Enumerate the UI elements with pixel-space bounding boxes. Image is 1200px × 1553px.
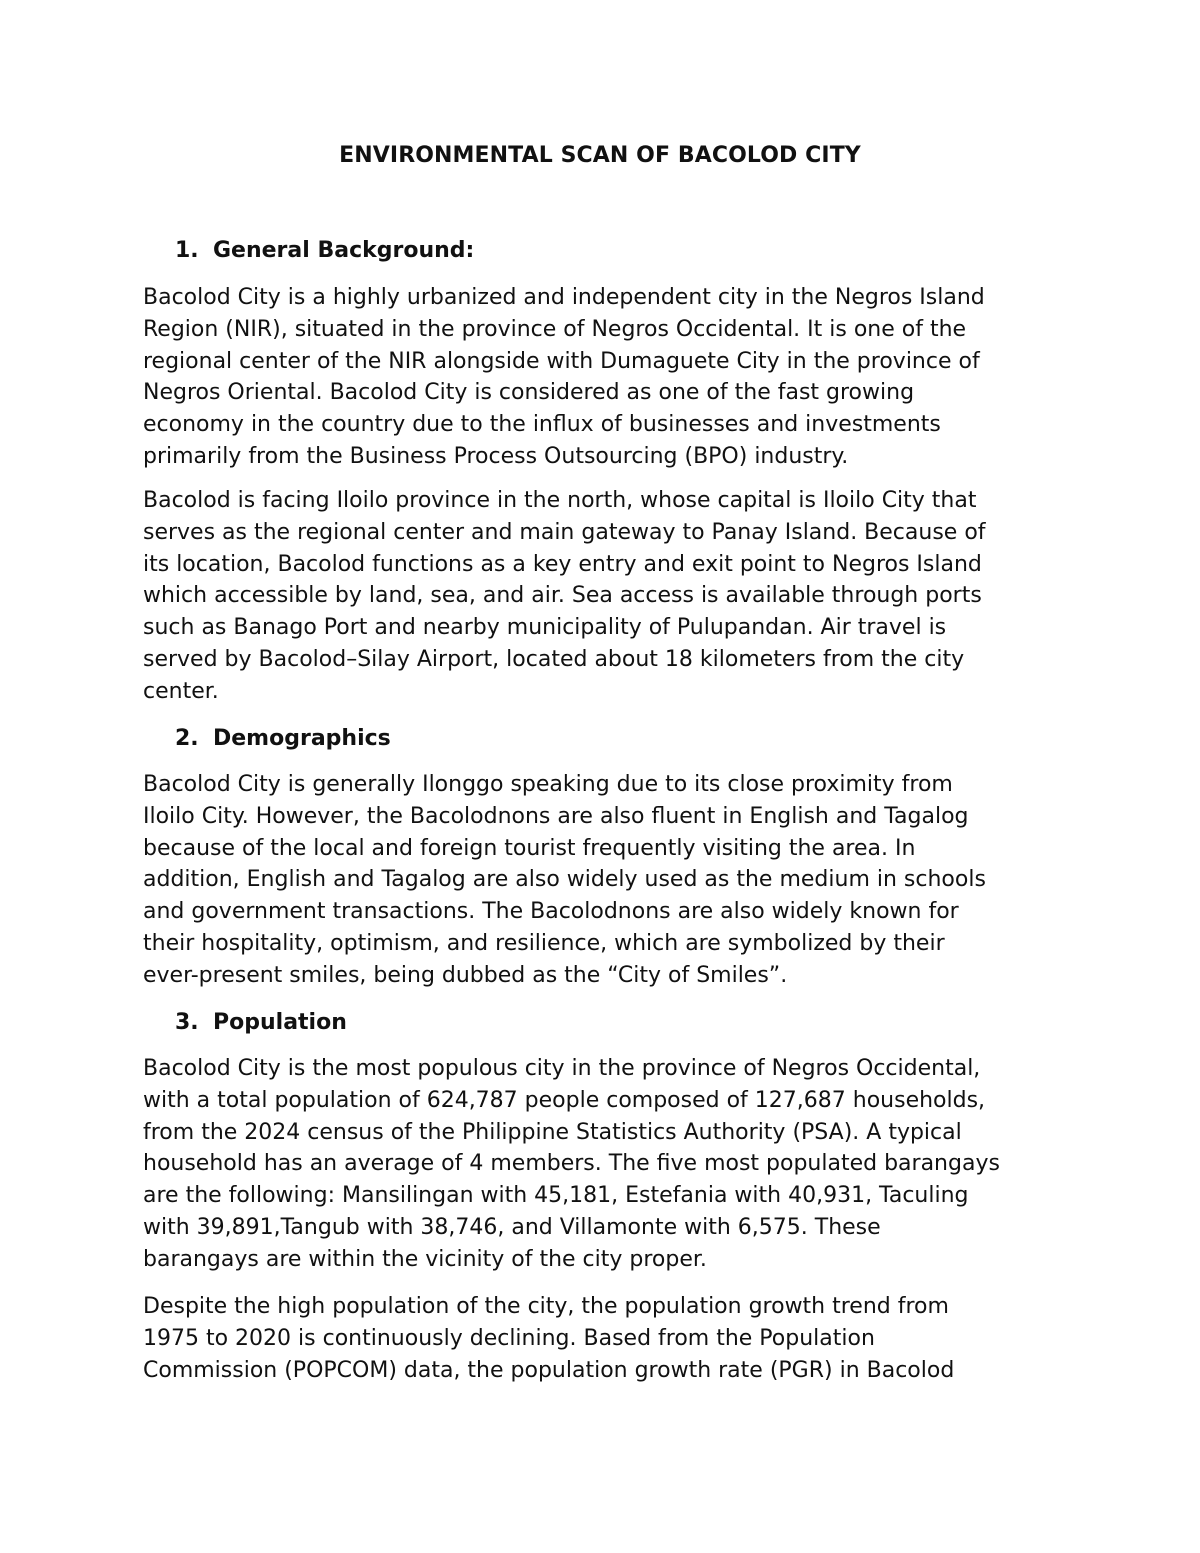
text-line: Bacolod City is a highly urbanized and independent city in the Negros Island	[143, 285, 985, 310]
text-line: economy in the country due to the influx of businesses and investments	[143, 412, 941, 438]
text-line: barangays are within the vicinity of the city proper.	[143, 1246, 707, 1272]
text-line: regional center of the NIR alongside with Dumaguete City in the province of	[143, 348, 980, 374]
section-heading-general-background	[175, 235, 474, 267]
text-line: Bacolod City is generally Ilonggo speaking due to its close proximity from	[143, 772, 953, 797]
text-line: center.	[143, 678, 219, 704]
text-line: its location, Bacolod functions as a key entry and exit point to Negros Island	[143, 551, 982, 577]
text-line: Commission (POPCOM) data, the population growth rate (PGR) in Bacolod	[143, 1357, 955, 1383]
text-line: which accessible by land, sea, and air. Sea access is available through ports	[143, 583, 982, 609]
text-line: and government transactions. The Bacolodnons are also widely known for	[143, 899, 959, 925]
section-heading-text: Demographics	[213, 726, 391, 751]
section-heading-population	[175, 1007, 347, 1039]
text-line: Negros Oriental. Bacolod City is considered as one of the fast growing	[143, 380, 915, 406]
text-line: Region (NIR), situated in the province of Negros Occidental. It is one of the	[143, 316, 967, 342]
section-number: 2.	[175, 726, 199, 751]
document-title: ENVIRONMENTAL SCAN OF BACOLOD CITY	[339, 143, 861, 168]
text-line: ever-present smiles, being dubbed as the “City of Smiles”.	[143, 962, 788, 988]
text-line: Despite the high population of the city, the population growth trend from	[143, 1294, 949, 1319]
section-heading-text: General Background:	[213, 238, 475, 263]
text-line: with 39,891,Tangub with 38,746, and Villamonte with 6,575. These	[143, 1214, 881, 1240]
paragraph-population-2	[143, 1291, 1073, 1386]
text-line: such as Banago Port and nearby municipality of Pulupandan. Air travel is	[143, 615, 947, 641]
text-line: serves as the regional center and main gateway to Panay Island. Because of	[143, 519, 986, 545]
section-heading-text: Population	[213, 1010, 347, 1035]
section-number: 1.	[175, 238, 199, 263]
text-line: Bacolod City is the most populous city in the province of Negros Occidental,	[143, 1056, 981, 1081]
paragraph-population-1	[143, 1053, 1073, 1276]
text-line: served by Bacolod–Silay Airport, located about 18 kilometers from the city	[143, 646, 965, 672]
section-number: 3.	[175, 1010, 199, 1035]
text-line: their hospitality, optimism, and resilience, which are symbolized by their	[143, 930, 945, 956]
text-line: primarily from the Business Process Outsourcing (BPO) industry.	[143, 443, 849, 469]
text-line: household has an average of 4 members. The five most populated barangays	[143, 1151, 1000, 1177]
paragraph-general-background-2	[143, 485, 1073, 708]
text-line: addition, English and Tagalog are also widely used as the medium in schools	[143, 867, 986, 893]
text-line: Iloilo City. However, the Bacolodnons are also fluent in English and Tagalog	[143, 803, 969, 829]
paragraph-general-background-1	[143, 282, 1073, 473]
text-line: 1975 to 2020 is continuously declining. Based from the Population	[143, 1325, 875, 1351]
text-line: are the following: Mansilingan with 45,181, Estefania with 40,931, Taculing	[143, 1183, 969, 1209]
paragraph-demographics	[143, 769, 1073, 992]
text-line: because of the local and foreign tourist frequently visiting the area. In	[143, 835, 916, 861]
text-line: with a total population of 624,787 people composed of 127,687 households,	[143, 1087, 986, 1113]
section-heading-demographics	[175, 723, 391, 755]
text-line: from the 2024 census of the Philippine Statistics Authority (PSA). A typical	[143, 1119, 962, 1145]
text-line: Bacolod is facing Iloilo province in the north, whose capital is Iloilo City that	[143, 488, 977, 513]
